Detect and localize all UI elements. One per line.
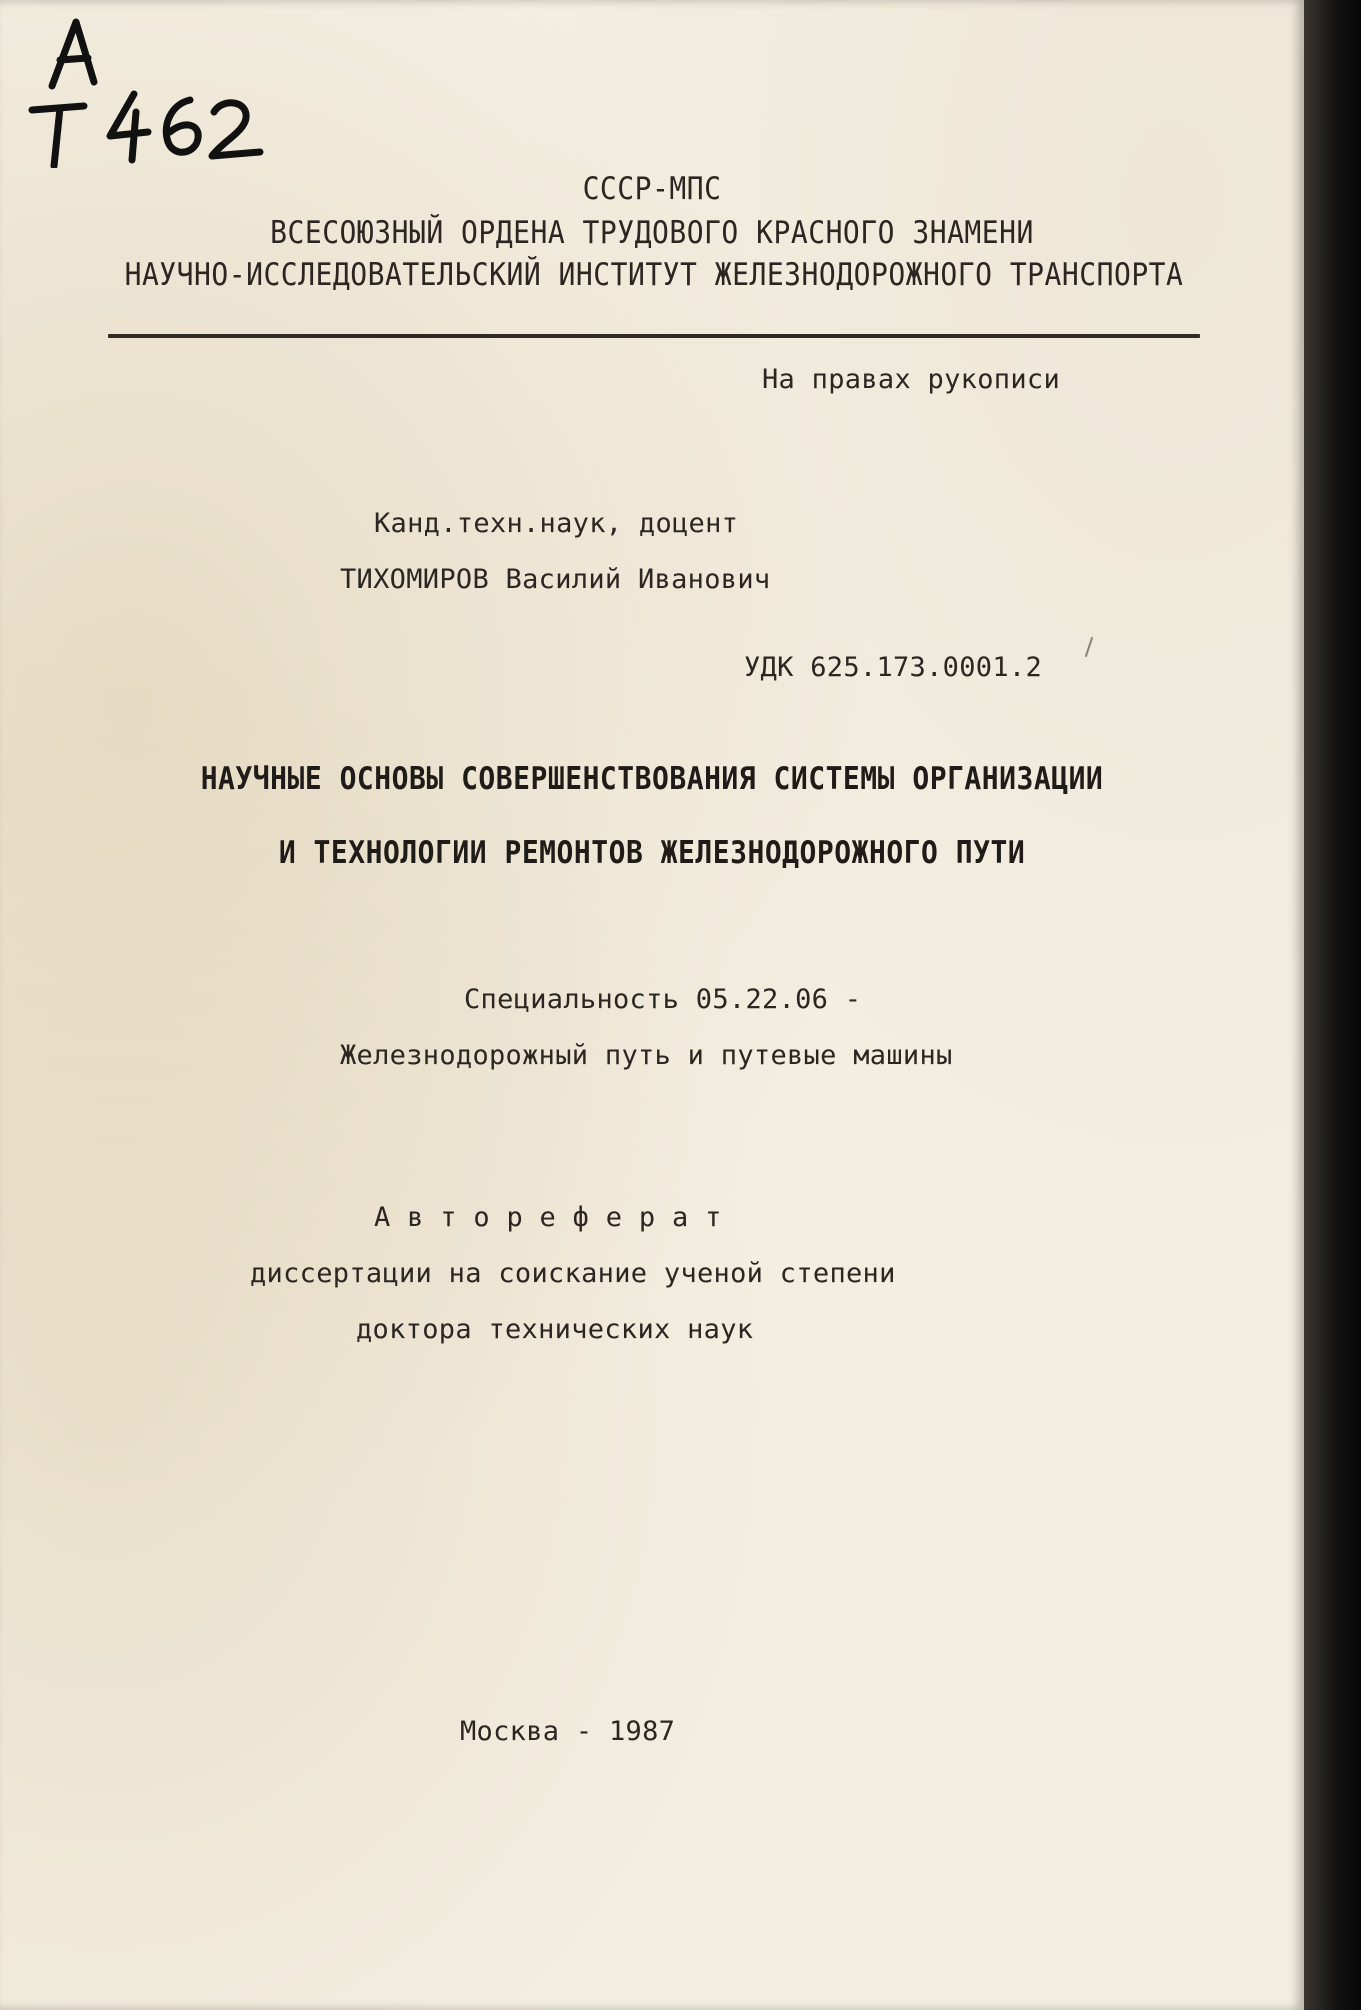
abstract-label: А в т о р е ф е р а т: [374, 1202, 722, 1233]
header-org-line-3: НАУЧНО-ИССЛЕДОВАТЕЛЬСКИЙ ИНСТИТУТ ЖЕЛЕЗНОДОРОЖНОГО ТРАНСПОРТА: [124, 256, 1184, 293]
specialty-name: Железнодорожный путь и путевые машины: [340, 1040, 953, 1071]
author-degree: Канд.техн.наук, доцент: [374, 508, 739, 539]
city-year: Москва - 1987: [460, 1716, 676, 1747]
title-line-2: И ТЕХНОЛОГИИ РЕМОНТОВ ЖЕЛЕЗНОДОРОЖНОГО ПУТИ: [278, 834, 1026, 871]
specialty-code: Специальность 05.22.06 -: [464, 984, 862, 1015]
abstract-line-2: доктора технических наук: [356, 1314, 754, 1345]
header-org-line-2: ВСЕСОЮЗНЫЙ ОРДЕНА ТРУДОВОГО КРАСНОГО ЗНАМЕНИ: [270, 214, 1034, 251]
author-name: ТИХОМИРОВ Василий Иванович: [340, 564, 771, 595]
abstract-line-1: диссертации на соискание ученой степени: [250, 1258, 896, 1289]
header-org-line-1: СССР-МПС: [582, 170, 722, 207]
pencil-tick-mark: [1084, 636, 1094, 658]
title-line-1: НАУЧНЫЕ ОСНОВЫ СОВЕРШЕНСТВОВАНИЯ СИСТЕМЫ ОРГАНИЗАЦИИ: [200, 760, 1104, 797]
handwritten-catalog-mark: [24, 8, 264, 168]
header-divider: [108, 334, 1200, 338]
rights-note: На правах рукописи: [762, 364, 1060, 395]
udk-code: УДК 625.173.0001.2: [744, 652, 1042, 683]
scan-edge-shadow: [1304, 0, 1361, 2010]
